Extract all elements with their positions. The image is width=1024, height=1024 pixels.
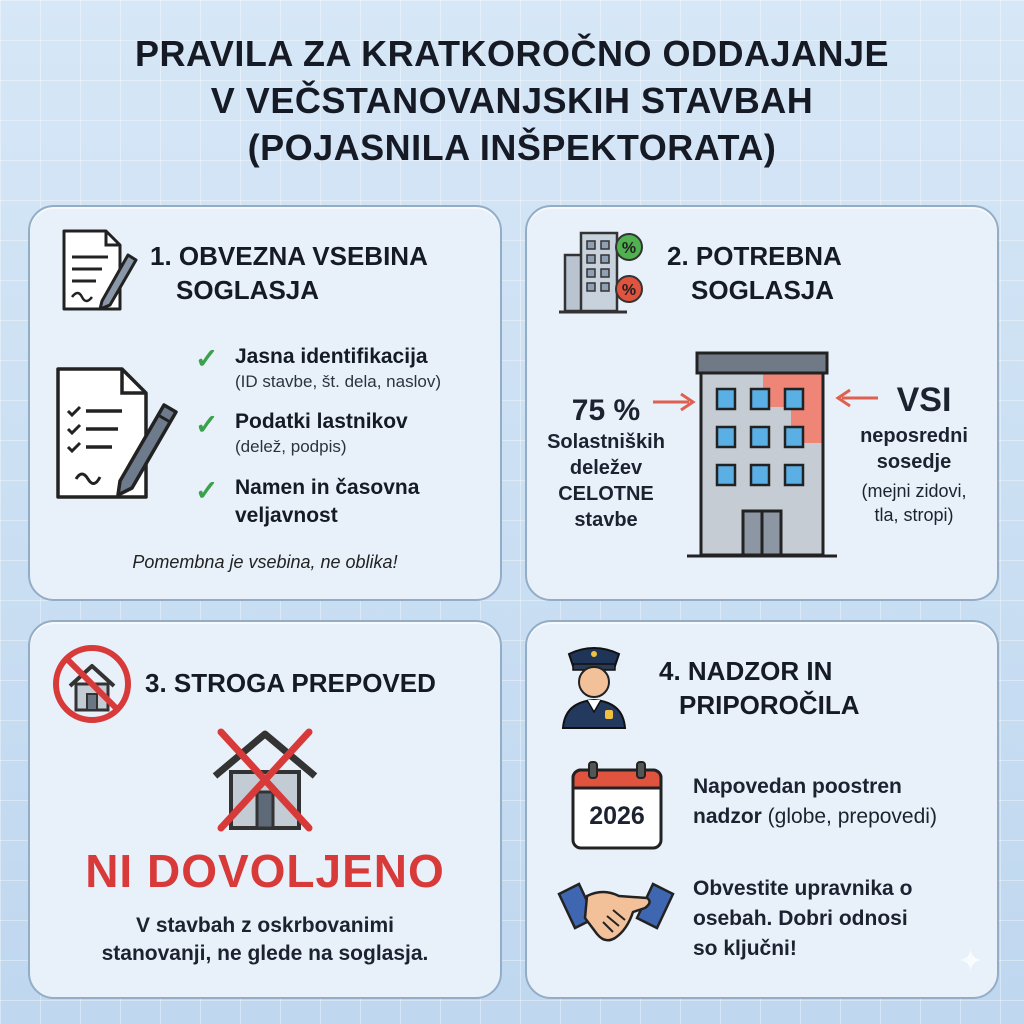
co-owner-text-2: deležev	[569, 457, 643, 479]
check-icon: ✓	[195, 343, 219, 374]
neighbours-sub-2: tla, stropi)	[874, 505, 954, 525]
item-purpose-line2: veljavnost	[235, 504, 338, 527]
item-owner-data: Podatki lastnikov	[235, 410, 408, 433]
house-crossed-icon	[205, 724, 325, 836]
co-owner-text-4: stavbe	[574, 509, 638, 531]
neighbours-text-1: neposredni	[860, 425, 968, 447]
item-purpose-line1: Namen in časovna	[235, 476, 420, 499]
svg-text:%: %	[621, 240, 637, 257]
neighbours-sub-1: (mejni zidovi,	[861, 481, 967, 501]
all-neighbours-label: VSI	[896, 381, 952, 419]
item-identification-detail: (ID stavbe, št. dela, naslov)	[235, 372, 441, 391]
co-owner-text-1: Solastniških	[547, 431, 665, 453]
building-percent-icon	[557, 225, 649, 315]
check-icon: ✓	[195, 475, 219, 506]
card-required-consents	[525, 205, 999, 601]
item-owner-data-detail: (delež, podpis)	[235, 437, 347, 456]
no-house-icon	[50, 642, 134, 726]
recommendation-text: Obvestite upravnika o osebah. Dobri odnosi so ključni!	[693, 877, 913, 960]
prohibition-text-1: V stavbah z oskrbovanimi	[136, 914, 394, 937]
svg-text:%: %	[621, 282, 637, 299]
sparkle-icon: ✦	[958, 945, 984, 978]
apartment-building-icon	[687, 347, 837, 559]
checklist-document-icon	[52, 365, 192, 505]
card2-heading: 2. POTREBNA SOGLASJA	[667, 241, 842, 305]
title-line-3: (POJASNILA INŠPEKTORATA)	[247, 127, 777, 168]
card1-note: Pomembna je vsebina, ne oblika!	[132, 552, 398, 572]
card-supervision-recommendations	[525, 620, 999, 999]
card-mandatory-content	[28, 205, 502, 601]
item-identification: Jasna identifikacija	[235, 345, 428, 368]
card-strict-prohibition	[28, 620, 502, 999]
title-line-2: V VEČSTANOVANJSKIH STAVBAH	[210, 80, 814, 121]
page-title	[0, 30, 1024, 171]
check-icon: ✓	[195, 409, 219, 440]
neighbours-text-2: sosedje	[876, 451, 952, 473]
card1-heading: 1. OBVEZNA VSEBINA SOGLASJA	[150, 241, 428, 305]
calendar-year: 2026	[589, 802, 645, 830]
share-percentage: 75 %	[571, 394, 641, 427]
document-pen-icon	[58, 227, 140, 315]
supervision-text: Napovedan poostren nadzor (globe, prepovedi)	[693, 775, 937, 828]
not-allowed-label: NI DOVOLJENO	[85, 845, 445, 897]
police-officer-icon	[557, 640, 631, 730]
prohibition-text-2: stanovanji, ne glede na soglasja.	[101, 942, 429, 965]
card3-heading: 3. STROGA PREPOVED	[145, 668, 436, 698]
title-line-1: PRAVILA ZA KRATKOROČNO ODDAJANJE	[134, 33, 890, 74]
card4-heading: 4. NADZOR IN PRIPOROČILA	[659, 656, 860, 720]
co-owner-text-3: CELOTNE	[558, 483, 654, 505]
handshake-icon	[557, 872, 675, 952]
